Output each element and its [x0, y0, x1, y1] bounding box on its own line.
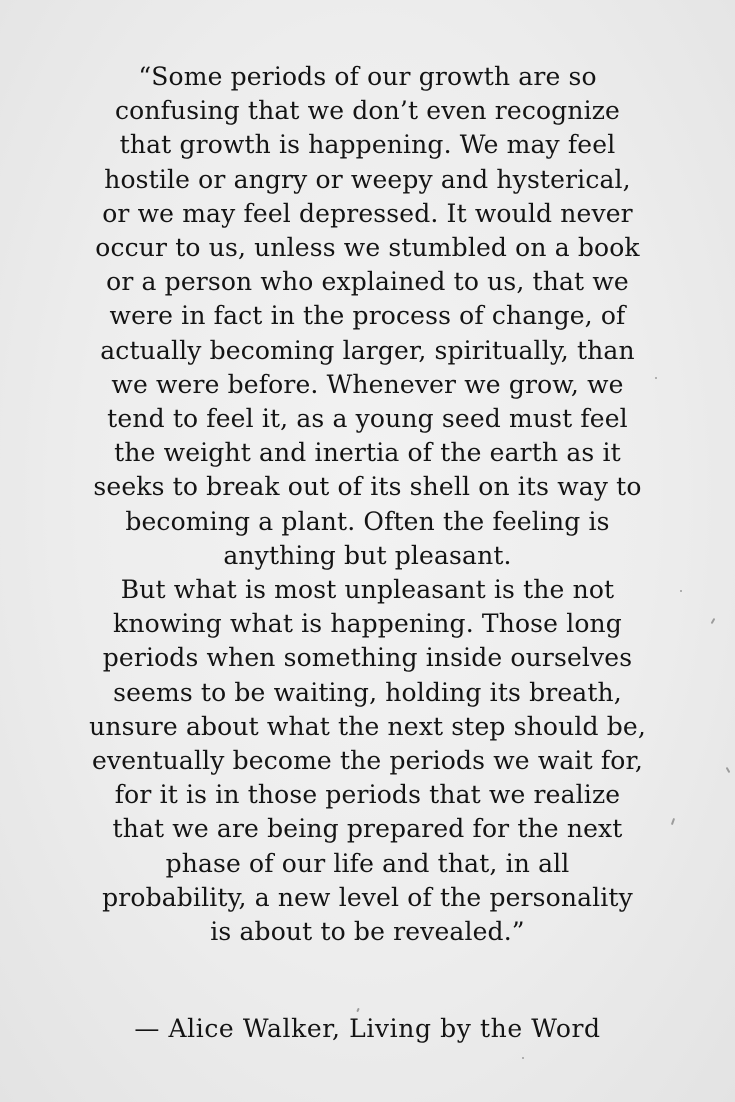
quote-line: probability, a new level of the personality	[102, 882, 633, 912]
quote-line: “Some periods of our growth are so	[138, 62, 597, 91]
quote-line: becoming a plant. Often the feeling is	[125, 506, 610, 536]
paper-speck	[655, 377, 657, 379]
quote-line: seeks to break out of its shell on its way to	[93, 472, 642, 502]
quote-line: we were before. Whenever we grow, we	[111, 369, 624, 399]
quote-line: anything but pleasant.	[223, 540, 512, 570]
quote-line: phase of our life and that, in all	[165, 848, 570, 878]
attribution: — Alice Walker, Living by the Word	[134, 1014, 601, 1043]
quote-line: that growth is happening. We may feel	[119, 130, 616, 160]
quote-line: periods when something inside ourselves	[102, 643, 633, 673]
quote-line: unsure about what the next step should be,	[89, 711, 646, 741]
quote-line: seems to be waiting, holding its breath,	[113, 677, 622, 707]
paper-speck	[711, 618, 716, 624]
quote-line: for it is in those periods that we realize	[114, 780, 621, 810]
paper-speck	[726, 767, 731, 773]
paper-speck	[680, 590, 682, 592]
quote-line: is about to be revealed.”	[210, 917, 525, 947]
quote-line: eventually become the periods we wait for,	[92, 746, 643, 776]
quote-line: occur to us, unless we stumbled on a book	[95, 233, 640, 263]
quote-text	[40, 60, 695, 949]
paper-speck	[522, 1057, 524, 1059]
quote-line: the weight and inertia of the earth as it	[114, 438, 621, 468]
quote-line: confusing that we don’t even recognize	[115, 96, 620, 126]
quote-line: or a person who explained to us, that we	[106, 267, 629, 297]
quote-line: hostile or angry or weepy and hysterical,	[104, 164, 631, 194]
quote-line: knowing what is happening. Those long	[113, 609, 622, 639]
quote-line: or we may feel depressed. It would never	[102, 198, 633, 228]
quote-line: But what is most unpleasant is the not	[120, 575, 615, 605]
quote-line: that we are being prepared for the next	[112, 814, 623, 844]
quote-line: were in fact in the process of change, of	[109, 301, 626, 331]
quote-line: actually becoming larger, spiritually, than	[100, 335, 635, 365]
quote-line: tend to feel it, as a young seed must feel	[107, 404, 628, 434]
